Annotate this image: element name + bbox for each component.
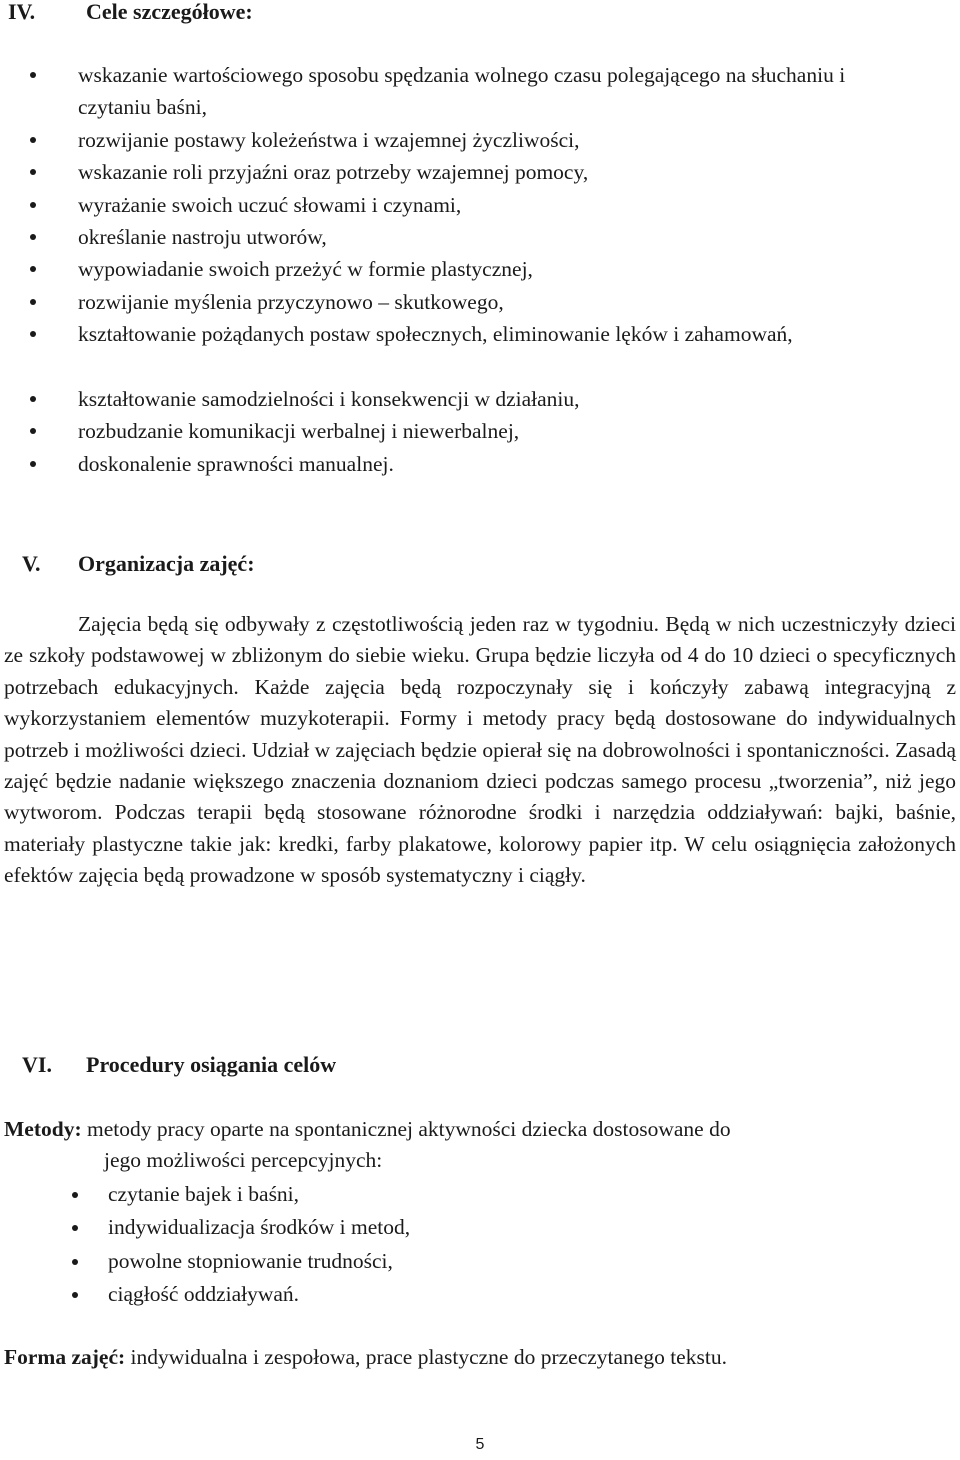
form-text: indywidualna i zespołowa, prace plastyczne do przeczytanego tekstu. [130,1345,727,1369]
list-item: kształtowanie samodzielności i konsekwencji w działaniu, [0,383,860,415]
list-item: wskazanie roli przyjaźni oraz potrzeby wzajemnej pomocy, [0,156,860,188]
section-6-title: Procedury osiągania celów [86,1052,337,1077]
section-5-paragraph [4,609,956,892]
bullet-icon [30,428,36,434]
section-5-heading [22,551,255,577]
bullet-icon [30,461,36,467]
bullet-icon [30,396,36,402]
list-item: doskonalenie sprawności manualnej. [0,448,860,480]
page-number: 5 [475,1436,485,1453]
bullet-icon [72,1259,78,1265]
methods-text: metody pracy oparte na spontanicznej aktywności dziecka dostosowane do [87,1117,731,1141]
bullet-icon [72,1292,78,1298]
section-6-number: VI. [22,1052,52,1077]
list-item: określanie nastroju utworów, [0,221,860,253]
list-item: rozwijanie postawy koleżeństwa i wzajemnej życzliwości, [0,124,860,156]
section-6-heading [22,1052,337,1078]
bullet-icon [30,202,36,208]
list-item: rozwijanie myślenia przyczynowo – skutkowego, [0,286,860,318]
bullet-icon [72,1192,78,1198]
methods-label: Metody: [4,1117,82,1141]
list-item: kształtowanie pożądanych postaw społecznych, eliminowanie lęków i zahamowań, [0,318,860,383]
section-4-list [0,59,860,480]
form-label: Forma zajęć: [4,1345,126,1369]
methods-text-continued: jego możliwości percepcyjnych: [104,1148,383,1173]
list-item: indywidualizacja środków i metod, [0,1211,700,1244]
section-6-list [0,1178,700,1311]
section-5-number: V. [22,551,41,576]
bullet-icon [30,299,36,305]
section-4-heading [8,0,253,25]
section-4-number: IV. [8,0,36,24]
list-item: wyrażanie swoich uczuć słowami i czynami, [0,189,860,221]
section-4-title: Cele szczegółowe: [86,0,253,24]
bullet-icon [30,72,36,78]
section-5-text: Zajęcia będą się odbywały z częstotliwością jeden raz w tygodniu. Będą w nich uczestniczyły dzieci ze szkoły podstawowej w zbliżonym do siebie wieku. Grupa będzie liczyła od 4 do 10 dzieci o specyficznych potrzebach edukacyjnych. Każde zajęcia będą rozpoczynały się i kończyły zabawą integracyjną z wykorzystaniem elementów muzykoterapii. Formy i metody pracy będą dostosowane do indywidualnych potrzeb i możliwości dzieci. Udział w zajęciach będzie opierał się na dobrowolności i spontaniczności. Zasadą zajęć będzie nadanie większego znaczenia doznaniom dzieci podczas samego procesu „tworzenia”, niż jego wytworom. Podczas terapii będą stosowane różnorodne środki i narzędzia oddziaływań: bajki, baśnie, materiały plastyczne takie jak: kredki, farby plakatowe, kolorowy papier itp. W celu osiągnięcia założonych efektów zajęcia będą prowadzone w sposób systematyczny i ciągły. [4,612,956,888]
list-item: czytanie bajek i baśni, [0,1178,700,1211]
bullet-icon [30,331,36,337]
bullet-icon [30,137,36,143]
bullet-icon [30,266,36,272]
list-item: wypowiadanie swoich przeżyć w formie plastycznej, [0,253,860,285]
bullet-icon [72,1225,78,1231]
section-5-title: Organizacja zajęć: [78,551,255,576]
list-item: wskazanie wartościowego sposobu spędzania wolnego czasu polegającego na słuchaniu i czytaniu baśni, [0,59,860,124]
bullet-icon [30,234,36,240]
list-item: rozbudzanie komunikacji werbalnej i niewerbalnej, [0,415,860,447]
list-item: ciągłość oddziaływań. [0,1278,700,1311]
methods-block [4,1114,956,1177]
form-of-classes [4,1341,727,1373]
list-item: powolne stopniowanie trudności, [0,1245,700,1278]
bullet-icon [30,169,36,175]
